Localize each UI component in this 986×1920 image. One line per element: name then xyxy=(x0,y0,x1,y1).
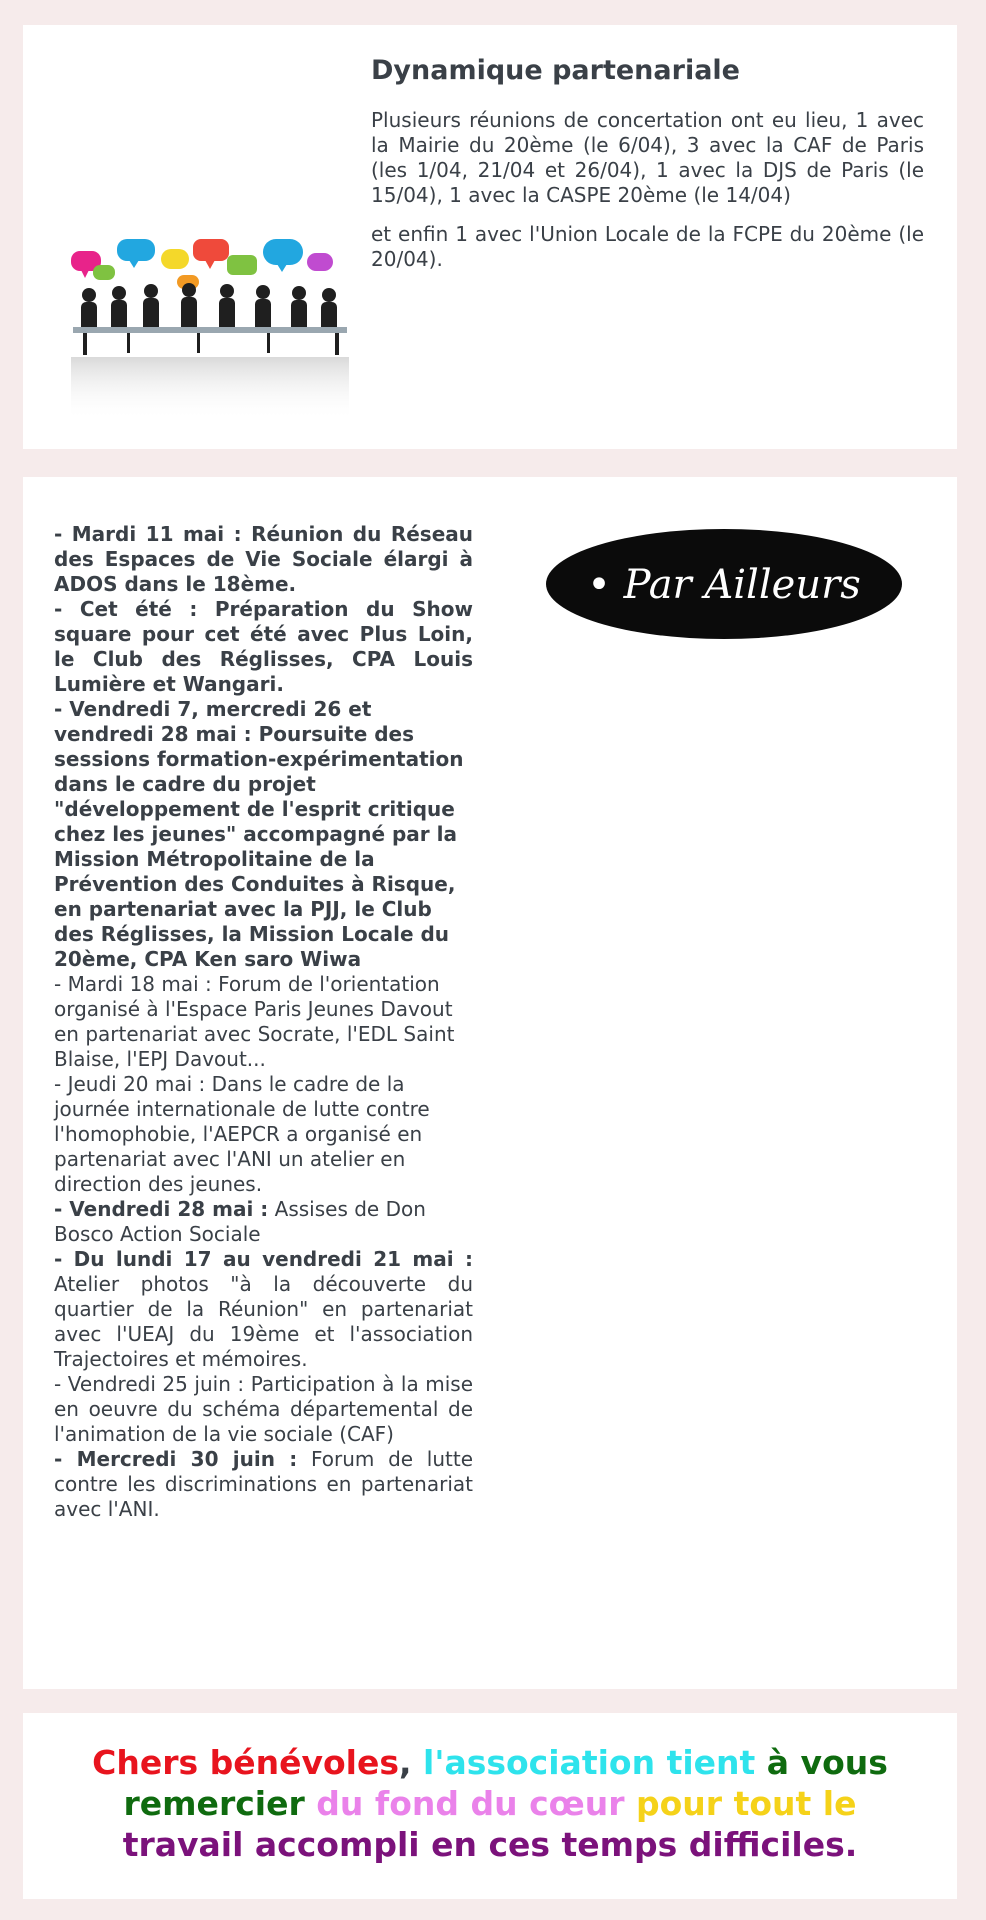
news-list xyxy=(54,522,473,1522)
thanks-card xyxy=(23,1713,957,1899)
news-item-bold: - Vendredi 7, mercredi 26 et vendredi 28 mai : Poursuite des sessions formation-expérimentation dans le cadre du projet "développement de l'esprit critique chez les jeunes" accompagné par la Mission Métropolitaine de la Prévention des Conduites à Risque, en partenariat avec la PJJ, le Club des Réglisses, la Mission Locale du 20ème, CPA Ken saro Wiwa xyxy=(54,697,464,971)
thanks-line xyxy=(23,1743,957,1782)
partners-paragraph: Plusieurs réunions de concertation ont eu lieu, 1 avec la Mairie du 20ème (le 6/04), 3 avec la CAF de Paris (les 1/04, 21/04 et 26/04), 1 avec la DJS de Paris (le 15/04), 1 avec la CASPE 20ème (le 14/04) xyxy=(371,108,924,207)
thanks-segment: l'association tient xyxy=(423,1743,767,1782)
thanks-segment: du fond du cœur xyxy=(316,1784,637,1823)
partners-title: Dynamique partenariale xyxy=(371,55,740,86)
news-item-bold: - Mardi 11 mai : Réunion du Réseau des Espaces de Vie Sociale élargi à ADOS dans le 18ème. xyxy=(54,522,473,596)
news-item xyxy=(54,1372,473,1447)
partners-card xyxy=(23,25,957,449)
thanks-segment: Chers bénévoles xyxy=(92,1743,400,1782)
thanks-line xyxy=(23,1825,957,1864)
news-item-text: - Jeudi 20 mai : Dans le cadre de la journée internationale de lutte contre l'homophobie, l'AEPCR a organisé en partenariat avec l'ANI un atelier en direction des jeunes. xyxy=(54,1072,430,1196)
thanks-segment: travail accompli en ces temps difficiles. xyxy=(122,1825,858,1864)
par-ailleurs-text: • Par Ailleurs xyxy=(587,562,861,608)
thanks-segment: pour tout le xyxy=(636,1784,857,1823)
partners-paragraph: et enfin 1 avec l'Union Locale de la FCPE du 20ème (le 20/04). xyxy=(371,222,924,271)
news-item-text: Atelier photos "à la découverte du quartier de la Réunion" en partenariat avec l'UEAJ du 19ème et l'association Trajectoires et mémoires. xyxy=(54,1272,473,1371)
news-item xyxy=(54,972,473,1072)
par-ailleurs-badge xyxy=(543,526,905,642)
news-item xyxy=(54,1447,473,1522)
news-item-text: - Mardi 18 mai : Forum de l'orientation organisé à l'Espace Paris Jeunes Davout en partenariat avec Socrate, l'EDL Saint Blaise, l'EPJ Davout... xyxy=(54,972,455,1071)
thanks-segment: à vous xyxy=(766,1743,888,1782)
news-item-text: - Vendredi 25 juin : Participation à la mise en oeuvre du schéma départemental de l'animation de la vie sociale (CAF) xyxy=(54,1372,473,1446)
news-item xyxy=(54,597,473,697)
meeting-illustration-icon xyxy=(67,235,353,425)
thanks-line xyxy=(23,1784,957,1823)
news-item-bold: - Cet été : Préparation du Show square pour cet été avec Plus Loin, le Club des Réglisses, CPA Louis Lumière et Wangari. xyxy=(54,597,473,696)
news-item-bold: - Vendredi 28 mai : xyxy=(54,1197,269,1221)
news-item-text: Assises de Don Bosco Action Sociale xyxy=(54,1197,426,1246)
thanks-segment: , xyxy=(399,1743,424,1782)
news-item xyxy=(54,1247,473,1372)
news-item-bold: - Du lundi 17 au vendredi 21 mai : xyxy=(54,1247,473,1271)
news-item-bold: - Mercredi 30 juin : xyxy=(54,1447,298,1471)
news-item xyxy=(54,1072,473,1197)
news-item xyxy=(54,1197,473,1247)
news-item xyxy=(54,697,473,972)
thanks-segment: remercier xyxy=(123,1784,317,1823)
news-item xyxy=(54,522,473,597)
news-item-text: Forum de lutte contre les discriminations en partenariat avec l'ANI. xyxy=(54,1447,473,1521)
elsewhere-card xyxy=(23,477,957,1689)
